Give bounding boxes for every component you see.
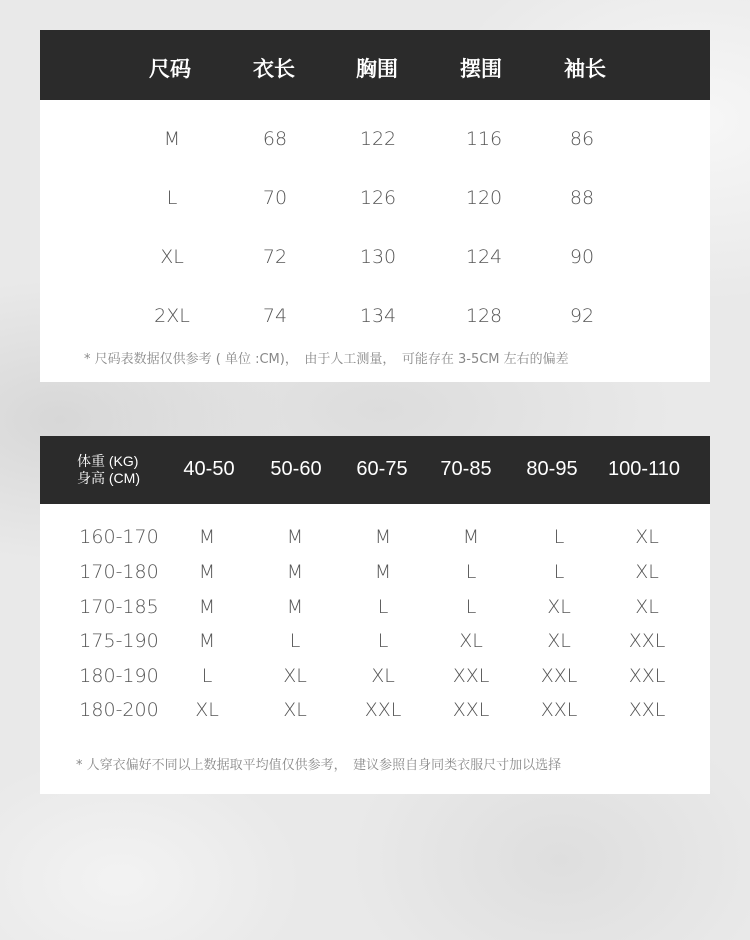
table-row: [40, 128, 710, 152]
table-row: [40, 561, 710, 585]
header-length: 衣长: [253, 58, 295, 81]
chest-cell: 130: [359, 246, 397, 268]
weight-range-header: 50-60: [270, 458, 322, 480]
chest-cell: 126: [359, 187, 397, 209]
size-cell: XXL: [540, 699, 578, 721]
size-cell: XXL: [452, 699, 490, 721]
sleeve-cell: 86: [569, 128, 595, 150]
fit-chart-note: * 人穿衣偏好不同以上数据取平均值仅供参考， 建议参照自身同类衣服尺寸加以选择: [76, 758, 562, 773]
height-cell: 170-180: [79, 561, 159, 583]
size-cell: XL: [371, 665, 395, 687]
hem-cell: 120: [465, 187, 503, 209]
size-cell: M: [286, 561, 304, 583]
size-cell: XL: [283, 699, 307, 721]
height-cell: 180-200: [79, 699, 159, 721]
fit-chart-header: [40, 436, 710, 504]
size-cell: M: [198, 526, 216, 548]
size-cell: M: [198, 596, 216, 618]
size-cell: M: [163, 128, 181, 150]
size-cell: M: [286, 596, 304, 618]
table-row: [40, 526, 710, 550]
header-sleeve: 袖长: [564, 58, 606, 81]
hem-cell: 128: [465, 305, 503, 327]
hem-cell: 116: [465, 128, 503, 150]
size-cell: L: [377, 596, 389, 618]
size-cell: XXL: [628, 630, 666, 652]
weight-range-header: 60-75: [356, 458, 408, 480]
weight-height-label: [77, 453, 140, 487]
size-cell: XXL: [364, 699, 402, 721]
fit-chart-panel: [40, 436, 710, 794]
length-cell: 72: [262, 246, 288, 268]
size-cell: L: [377, 630, 389, 652]
table-row: [40, 665, 710, 689]
table-row: [40, 246, 710, 270]
size-cell: L: [553, 526, 565, 548]
weight-label: 体重 (KG): [77, 453, 139, 469]
size-cell: XXL: [628, 665, 666, 687]
size-cell: L: [553, 561, 565, 583]
sleeve-cell: 90: [569, 246, 595, 268]
hem-cell: 124: [465, 246, 503, 268]
size-cell: XL: [547, 630, 571, 652]
size-cell: 2XL: [154, 305, 190, 327]
table-row: [40, 699, 710, 723]
size-cell: XL: [635, 596, 659, 618]
length-cell: 70: [262, 187, 288, 209]
size-cell: M: [198, 561, 216, 583]
length-cell: 68: [262, 128, 288, 150]
size-cell: M: [374, 526, 392, 548]
size-chart-panel: [40, 30, 710, 382]
size-cell: XXL: [540, 665, 578, 687]
size-cell: M: [374, 561, 392, 583]
height-cell: 180-190: [79, 665, 159, 687]
size-cell: XL: [195, 699, 219, 721]
size-cell: L: [289, 630, 301, 652]
size-chart-header: [40, 30, 710, 100]
header-size: 尺码: [149, 58, 191, 81]
chest-cell: 122: [359, 128, 397, 150]
weight-range-header: 100-110: [608, 458, 680, 480]
height-cell: 160-170: [79, 526, 159, 548]
size-cell: L: [465, 561, 477, 583]
size-cell: L: [465, 596, 477, 618]
table-row: [40, 305, 710, 329]
weight-range-header: 80-95: [526, 458, 578, 480]
size-chart-note: * 尺码表数据仅供参考 ( 单位 :CM)， 由于人工测量， 可能存在 3-5CM 左右的偏差: [84, 352, 569, 367]
length-cell: 74: [262, 305, 288, 327]
table-row: [40, 596, 710, 620]
header-hem: 摆围: [460, 58, 502, 81]
size-cell: XXL: [452, 665, 490, 687]
size-cell: XL: [160, 246, 184, 268]
chest-cell: 134: [359, 305, 397, 327]
height-cell: 175-190: [79, 630, 159, 652]
sleeve-cell: 92: [569, 305, 595, 327]
header-chest: 胸围: [356, 58, 398, 81]
size-cell: XL: [635, 561, 659, 583]
table-row: [40, 630, 710, 654]
height-label: 身高 (CM): [77, 470, 140, 486]
size-cell: XL: [283, 665, 307, 687]
height-cell: 170-185: [79, 596, 159, 618]
table-row: [40, 187, 710, 211]
size-cell: M: [462, 526, 480, 548]
weight-range-header: 40-50: [183, 458, 235, 480]
size-cell: L: [201, 665, 213, 687]
sleeve-cell: 88: [569, 187, 595, 209]
size-cell: XXL: [628, 699, 666, 721]
weight-range-header: 70-85: [440, 458, 492, 480]
size-cell: M: [286, 526, 304, 548]
size-cell: XL: [635, 526, 659, 548]
size-cell: L: [166, 187, 178, 209]
size-cell: XL: [459, 630, 483, 652]
size-cell: M: [198, 630, 216, 652]
size-cell: XL: [547, 596, 571, 618]
